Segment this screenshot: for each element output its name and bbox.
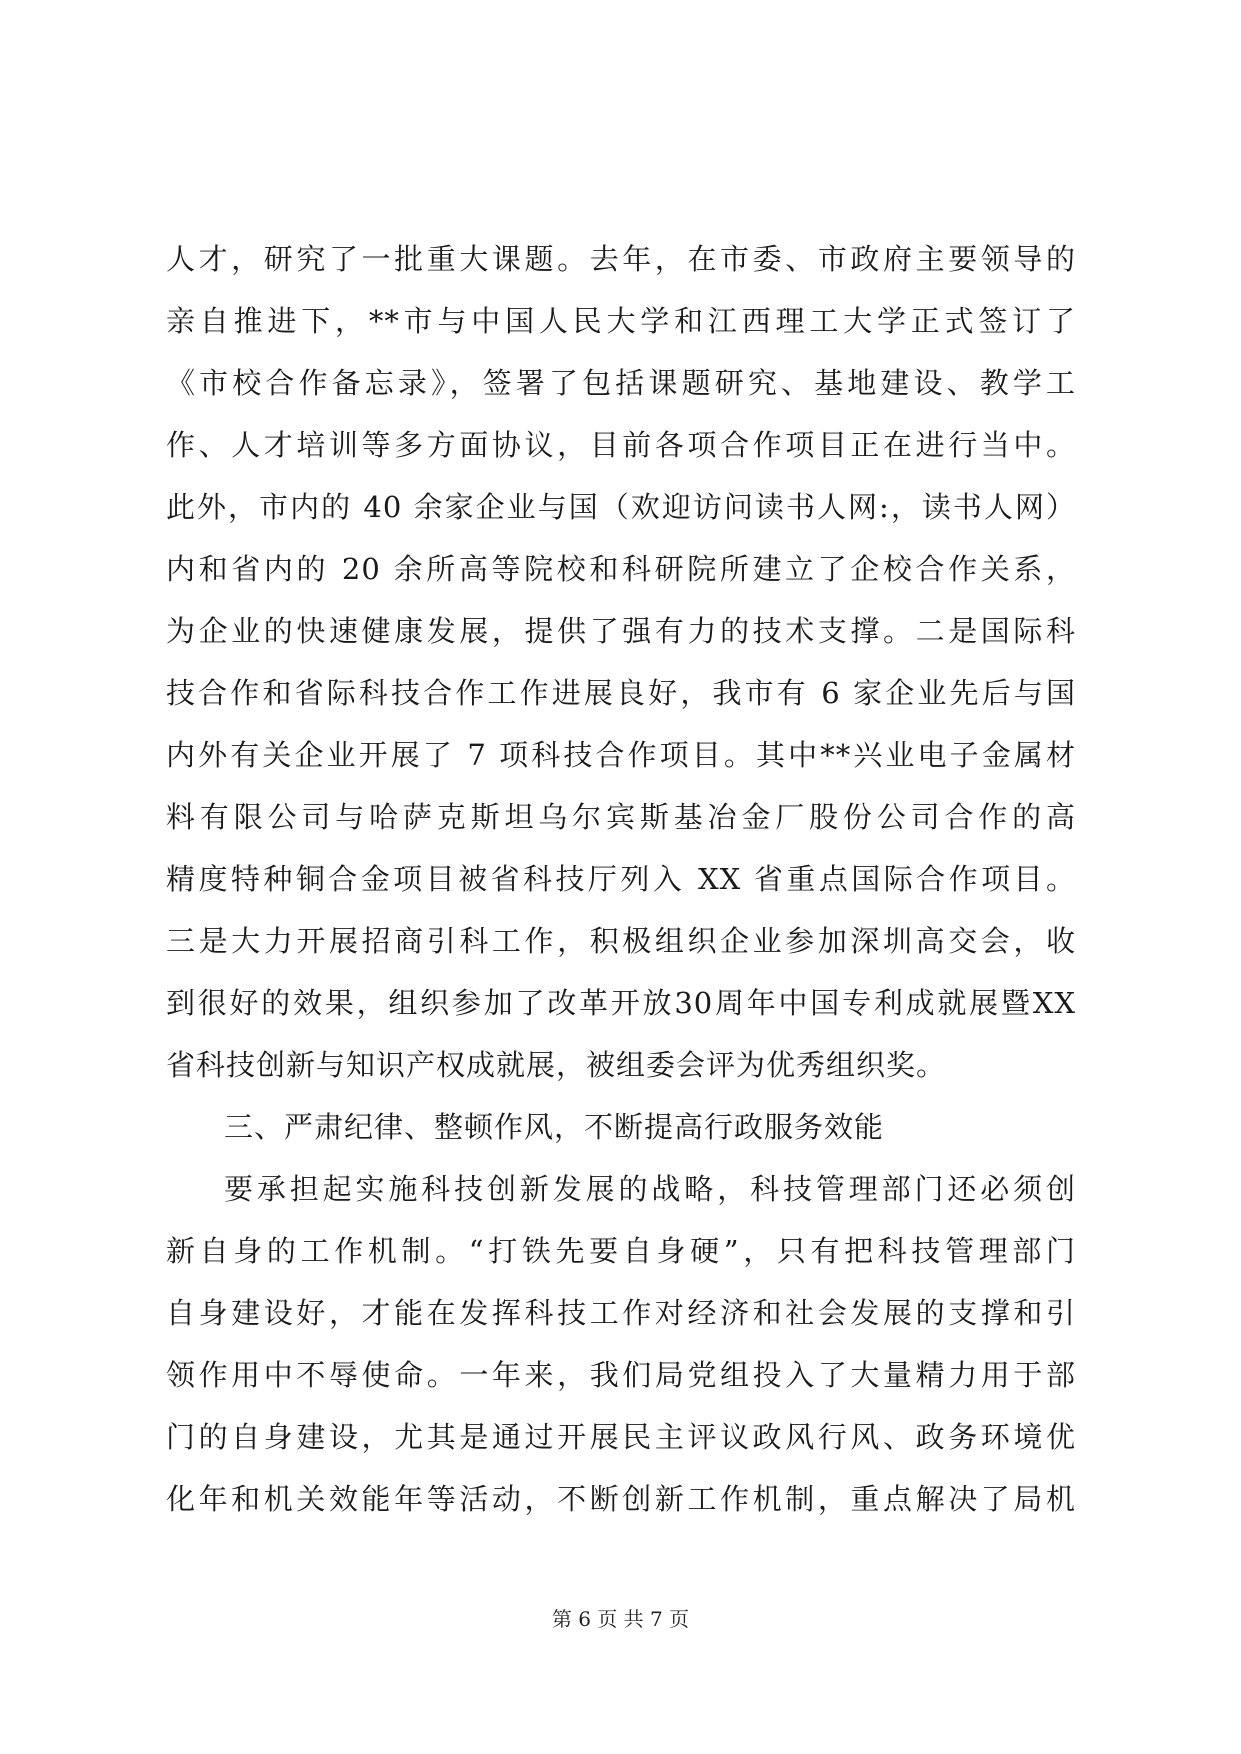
text-line: 自身建设好，才能在发挥科技工作对经济和社会发展的支撑和引 [166, 1296, 1076, 1330]
text-line: 亲自推进下，**市与中国人民大学和江西理工大学正式签订了 [166, 304, 1076, 338]
text-line: 门的自身建设，尤其是通过开展民主评议政风行风、政务环境优 [166, 1420, 1076, 1454]
text-line: 要承担起实施科技创新发展的战略，科技管理部门还必须创 [224, 1172, 1076, 1206]
text-line: 新自身的工作机制。“打铁先要自身硬”，只有把科技管理部门 [166, 1234, 1076, 1268]
text-line: 作、人才培训等多方面协议，目前各项合作项目正在进行当中。 [166, 428, 1076, 462]
text-line: 此外，市内的 40 余家企业与国（欢迎访问读书人网:，读书人网） [166, 490, 1076, 524]
text-line: 为企业的快速健康发展，提供了强有力的技术支撑。二是国际科 [166, 614, 1076, 648]
text-line: 精度特种铜合金项目被省科技厅列入 XX 省重点国际合作项目。 [166, 862, 1076, 896]
page-number-footer: 第 6 页 共 7 页 [551, 1607, 690, 1631]
text-line: 料有限公司与哈萨克斯坦乌尔宾斯基冶金厂股份公司合作的高 [166, 800, 1076, 834]
text-line: 内外有关企业开展了 7 项科技合作项目。其中**兴业电子金属材 [166, 738, 1076, 772]
section-heading: 三、严肃纪律、整顿作风，不断提高行政服务效能 [224, 1110, 885, 1144]
body-text [166, 228, 1076, 1530]
text-line: 《市校合作备忘录》，签署了包括课题研究、基地建设、教学工 [166, 366, 1076, 400]
text-line: 内和省内的 20 余所高等院校和科研院所建立了企校合作关系， [166, 552, 1076, 586]
text-line: 人才，研究了一批重大课题。去年，在市委、市政府主要领导的 [166, 242, 1076, 276]
text-line: 省科技创新与知识产权成就展，被组委会评为优秀组织奖。 [166, 1048, 947, 1082]
text-line: 到很好的效果，组织参加了改革开放30周年中国专利成就展暨XX [166, 986, 1076, 1020]
text-line: 领作用中不辱使命。一年来，我们局党组投入了大量精力用于部 [166, 1358, 1076, 1392]
text-line: 化年和机关效能年等活动，不断创新工作机制，重点解决了局机 [166, 1482, 1076, 1516]
text-line: 三是大力开展招商引科工作，积极组织企业参加深圳高交会，收 [166, 924, 1076, 958]
text-line: 技合作和省际科技合作工作进展良好，我市有 6 家企业先后与国 [166, 676, 1076, 710]
